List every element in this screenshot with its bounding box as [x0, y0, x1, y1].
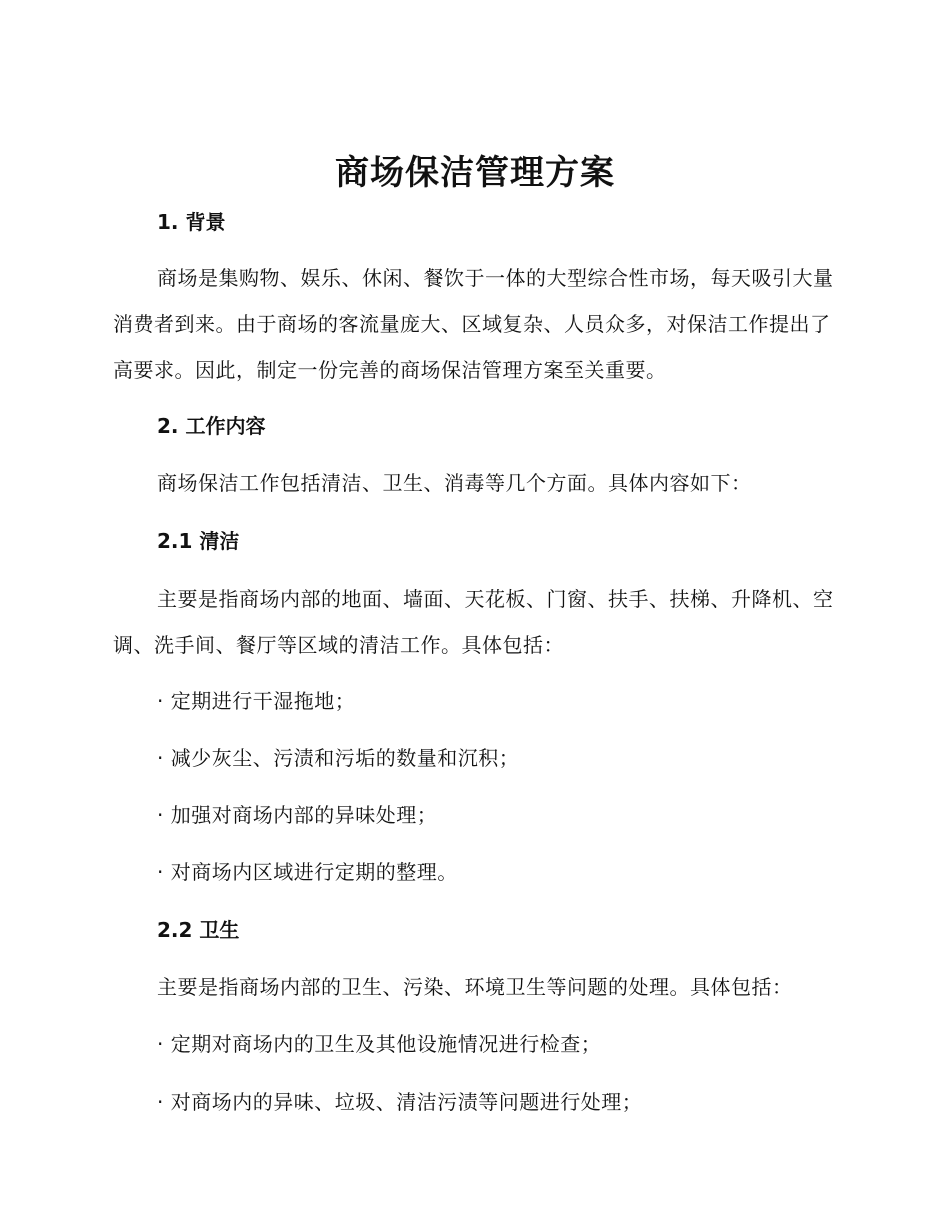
list-item: · 加强对商场内部的异味处理； [157, 803, 438, 827]
background-paragraph: 商场是集购物、娱乐、休闲、餐饮于一体的大型综合性市场，每天吸引大量消费者到来。由于商场的客流量庞大、区域复杂、人员众多，对保洁工作提出了高要求。因此，制定一份完善的商场保洁管理方案至关重要。 [113, 266, 834, 382]
work-content-intro: 商场保洁工作包括清洁、卫生、消毒等几个方面。具体内容如下： [157, 471, 752, 495]
list-item: · 减少灰尘、污渍和污垢的数量和沉积； [157, 746, 520, 770]
list-item: · 对商场内区域进行定期的整理。 [157, 860, 458, 884]
list-item: · 对商场内的异味、垃圾、清洁污渍等问题进行处理； [157, 1090, 643, 1114]
list-item: · 定期进行干湿拖地； [157, 689, 356, 713]
section-heading-work-content: 2. 工作内容 [157, 414, 266, 438]
list-item: · 定期对商场内的卫生及其他设施情况进行检查； [157, 1032, 602, 1056]
section-heading-hygiene: 2.2 卫生 [157, 918, 240, 942]
hygiene-intro: 主要是指商场内部的卫生、污染、环境卫生等问题的处理。具体包括： [157, 975, 793, 999]
document-title: 商场保洁管理方案 [335, 153, 615, 193]
section-heading-cleaning: 2.1 清洁 [157, 529, 240, 553]
cleaning-paragraph: 主要是指商场内部的地面、墙面、天花板、门窗、扶手、扶梯、升降机、空调、洗手间、餐厅等区域的清洁工作。具体包括： [113, 587, 834, 657]
section-heading-background: 1. 背景 [157, 210, 226, 234]
